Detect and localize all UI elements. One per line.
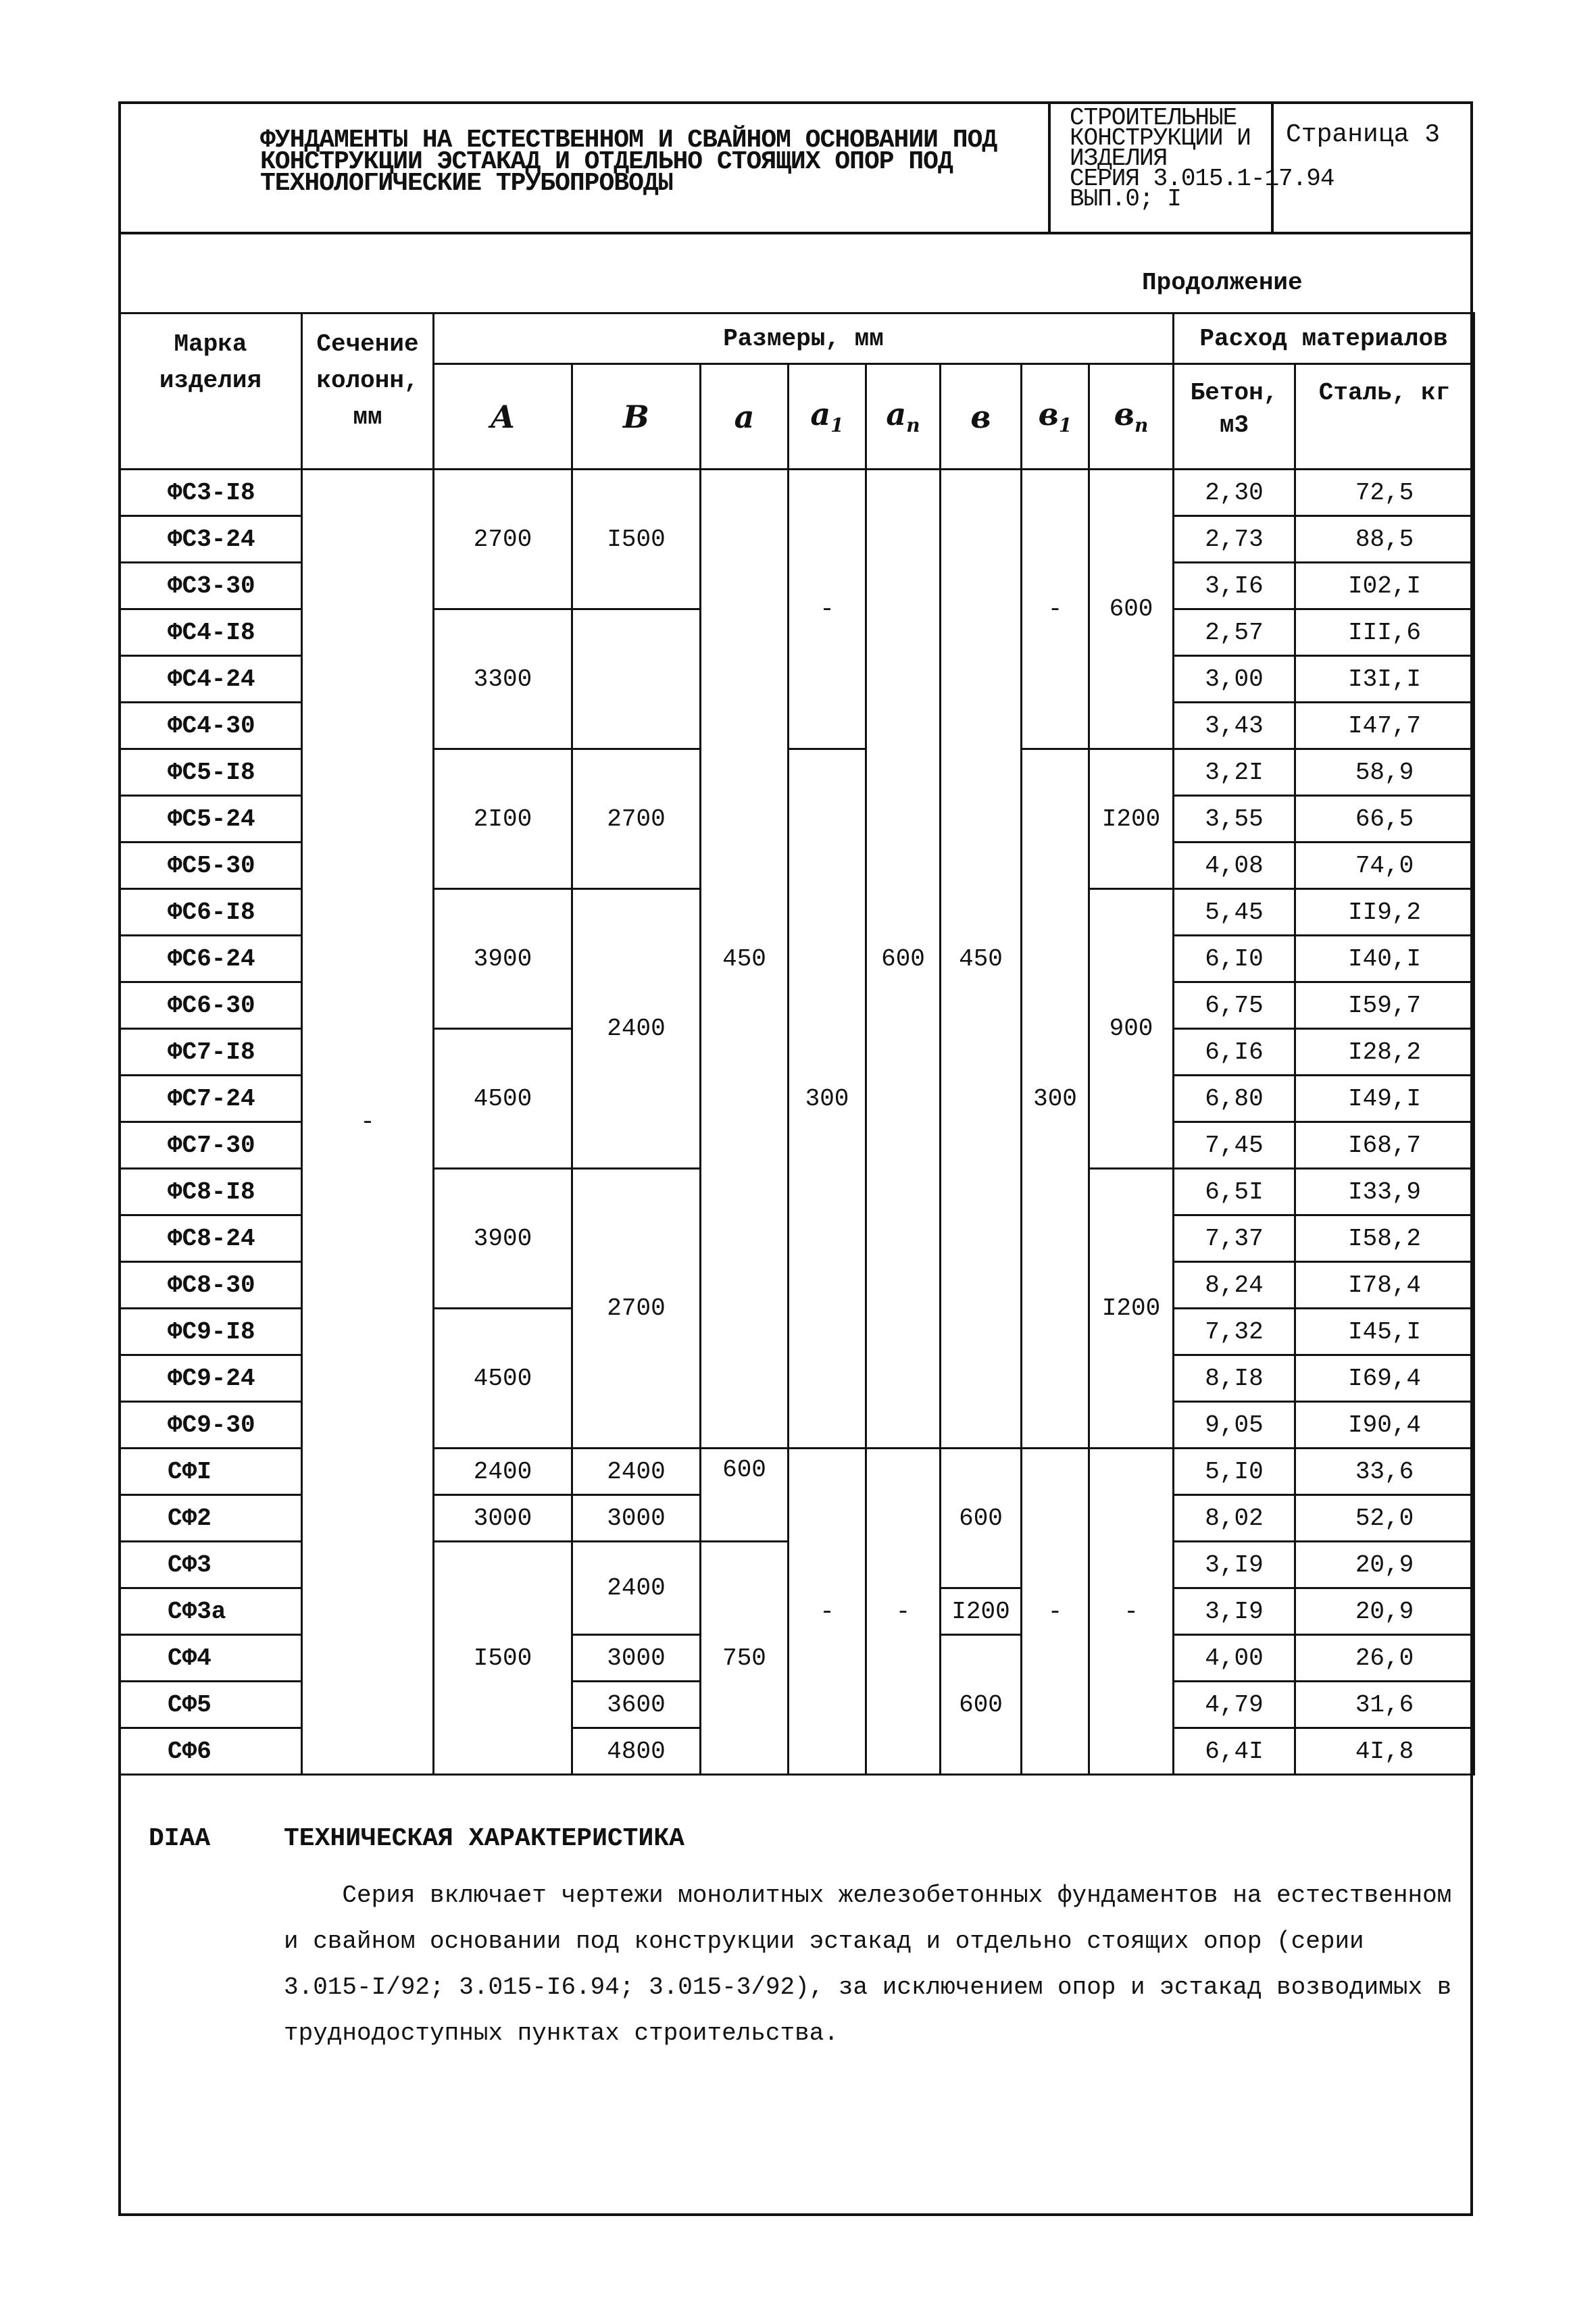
cell-an: 600: [866, 470, 941, 1449]
row-mark: ФС8-24: [120, 1215, 302, 1262]
cell-B: I500: [572, 470, 701, 609]
cell-bn: I200: [1089, 749, 1174, 889]
page-number: Страница 3: [1286, 120, 1441, 149]
cell-bn: 600: [1089, 470, 1174, 749]
cell-concrete: 8,I8: [1174, 1355, 1295, 1402]
cell-bn: I200: [1089, 1169, 1174, 1449]
cell-A: 4500: [434, 1029, 572, 1169]
cell-b1: 300: [1022, 749, 1089, 1449]
cell-concrete: 2,57: [1174, 609, 1295, 656]
cell-concrete: 6,80: [1174, 1076, 1295, 1122]
cell-concrete: 6,75: [1174, 982, 1295, 1029]
row-mark: СФ3: [120, 1542, 302, 1588]
title-line: КОНСТРУКЦИИ ЭСТАКАД И ОТДЕЛЬНО СТОЯЩИХ ОПОР ПОД: [260, 147, 953, 176]
cell-concrete: 3,I9: [1174, 1542, 1295, 1588]
paragraph-line: и свайном основании под конструкции эстакад и отдельно стоящих опор (серии: [284, 1928, 1364, 1955]
cell-B: 2700: [572, 1169, 701, 1449]
cell-concrete: 4,08: [1174, 842, 1295, 889]
cell-b: I200: [941, 1588, 1022, 1635]
title-line: ФУНДАМЕНТЫ НА ЕСТЕСТВЕННОМ И СВАЙНОМ ОСНОВАНИИ ПОД: [260, 126, 997, 155]
document-title: [260, 126, 1030, 198]
section-paragraph: [284, 1873, 1452, 2057]
row-mark: ФС3-I8: [120, 470, 302, 516]
dim-letter: [886, 396, 920, 437]
header-dim-B: [572, 364, 701, 470]
cell-concrete: 3,2I: [1174, 749, 1295, 796]
row-mark: ФС8-I8: [120, 1169, 302, 1215]
cell-B: 3000: [572, 1495, 701, 1542]
cell-section: -: [302, 470, 434, 1775]
row-mark: ФС3-24: [120, 516, 302, 563]
title-line: ТЕХНОЛОГИЧЕСКИЕ ТРУБОПРОВОДЫ: [260, 169, 673, 198]
series-line: СТРОИТЕЛЬНЫЕ: [1070, 104, 1237, 132]
cell-B-empty: [572, 609, 701, 749]
cell-concrete: 8,24: [1174, 1262, 1295, 1309]
cell-steel: I90,4: [1295, 1402, 1474, 1449]
cell-a: 450: [701, 470, 789, 1449]
cell-concrete: 2,30: [1174, 470, 1295, 516]
cell-concrete: 2,73: [1174, 516, 1295, 563]
row-mark: ФС5-I8: [120, 749, 302, 796]
page-cell: [1274, 101, 1473, 233]
row-mark: ФС7-30: [120, 1122, 302, 1169]
cell-concrete: 6,I6: [1174, 1029, 1295, 1076]
cell-steel: 20,9: [1295, 1542, 1474, 1588]
cell-steel: 72,5: [1295, 470, 1474, 516]
series-line: ИЗДЕЛИЯ: [1070, 145, 1168, 172]
header-dim-b: [941, 364, 1022, 470]
cell-concrete: 3,I6: [1174, 563, 1295, 609]
row-mark: ФС5-30: [120, 842, 302, 889]
cell-concrete: 3,I9: [1174, 1588, 1295, 1635]
cell-concrete: 6,4I: [1174, 1728, 1295, 1775]
cell-concrete: 4,00: [1174, 1635, 1295, 1682]
cell-steel: I59,7: [1295, 982, 1474, 1029]
title-cell: [118, 101, 1051, 233]
header-mark: Марка изделия: [120, 313, 302, 470]
row-mark: ФС8-30: [120, 1262, 302, 1309]
row-mark: СФI: [120, 1449, 302, 1495]
cell-b: 450: [941, 470, 1022, 1449]
cell-concrete: 4,79: [1174, 1682, 1295, 1728]
row-mark: ФС6-I8: [120, 889, 302, 936]
continuation-label: Продолжение: [1142, 269, 1303, 297]
paragraph-line: труднодоступных пунктах строительства.: [284, 2019, 839, 2047]
dim-base: в: [1038, 396, 1059, 433]
header-section: Сечение колонн, мм: [302, 313, 434, 470]
foundations-table: [118, 312, 1475, 1776]
cell-A: 2400: [434, 1449, 572, 1495]
cell-steel: I40,I: [1295, 936, 1474, 982]
dim-base: a: [810, 396, 831, 433]
cell-b: 600: [941, 1635, 1022, 1775]
cell-an: -: [866, 1449, 941, 1775]
row-mark: ФС5-24: [120, 796, 302, 842]
header-divider: [118, 232, 1473, 234]
row-mark: ФС6-30: [120, 982, 302, 1029]
cell-A: 2700: [434, 470, 572, 609]
cell-steel: 4I,8: [1295, 1728, 1474, 1775]
cell-concrete: 6,I0: [1174, 936, 1295, 982]
dim-base: в: [1114, 396, 1134, 433]
cell-concrete: 9,05: [1174, 1402, 1295, 1449]
cell-a1: -: [789, 470, 866, 749]
cell-bn: -: [1089, 1449, 1174, 1775]
cell-a1: -: [789, 1449, 866, 1775]
cell-a: 750: [701, 1542, 789, 1775]
header-dimensions: Размеры, мм: [434, 313, 1174, 364]
paragraph-line: 3.015-I/92; 3.015-I6.94; 3.015-3/92), за исключением опор и эстакад возводимых в: [284, 1973, 1452, 2001]
cell-steel: I58,2: [1295, 1215, 1474, 1262]
cell-concrete: 7,32: [1174, 1309, 1295, 1355]
dim-letter: [810, 396, 844, 437]
cell-concrete: 7,37: [1174, 1215, 1295, 1262]
cell-A: 2I00: [434, 749, 572, 889]
cell-steel: I3I,I: [1295, 656, 1474, 703]
cell-a: 600: [701, 1449, 789, 1542]
header-dim-a1: [789, 364, 866, 470]
header-dim-bn: [1089, 364, 1174, 470]
row-mark: ФС9-I8: [120, 1309, 302, 1355]
cell-concrete: 6,5I: [1174, 1169, 1295, 1215]
cell-steel: 31,6: [1295, 1682, 1474, 1728]
cell-steel: 66,5: [1295, 796, 1474, 842]
row-mark: ФС6-24: [120, 936, 302, 982]
cell-steel: 33,6: [1295, 1449, 1474, 1495]
cell-steel: II9,2: [1295, 889, 1474, 936]
header-dim-a: [701, 364, 789, 470]
cell-A: 3900: [434, 1169, 572, 1309]
row-mark: СФ5: [120, 1682, 302, 1728]
cell-steel: III,6: [1295, 609, 1474, 656]
row-mark: ФС9-24: [120, 1355, 302, 1402]
dim-sub: п: [906, 414, 920, 437]
dim-sub: п: [1134, 414, 1149, 437]
cell-steel: I02,I: [1295, 563, 1474, 609]
cell-steel: I45,I: [1295, 1309, 1474, 1355]
cell-steel: I78,4: [1295, 1262, 1474, 1309]
cell-concrete: 3,43: [1174, 703, 1295, 749]
series-line: КОНСТРУКЦИИ И: [1070, 124, 1251, 152]
header-materials: Расход материалов: [1174, 313, 1474, 364]
dim-letter: B: [623, 398, 649, 435]
cell-concrete: 3,55: [1174, 796, 1295, 842]
cell-concrete: 8,02: [1174, 1495, 1295, 1542]
series-line: СЕРИЯ 3.015.1-17.94: [1070, 165, 1335, 193]
cell-steel: 88,5: [1295, 516, 1474, 563]
dim-letter: a: [734, 398, 755, 435]
paragraph-line: Серия включает чертежи монолитных железобетонных фундаментов на естественном: [284, 1882, 1452, 1909]
cell-steel: I33,9: [1295, 1169, 1474, 1215]
cell-steel: I68,7: [1295, 1122, 1474, 1169]
cell-B: 2400: [572, 1542, 701, 1635]
cell-a1: 300: [789, 749, 866, 1449]
section-code: DIAA: [149, 1824, 211, 1853]
section-title: ТЕХНИЧЕСКАЯ ХАРАКТЕРИСТИКА: [284, 1824, 684, 1853]
cell-b1: -: [1022, 1449, 1089, 1775]
cell-concrete: 5,45: [1174, 889, 1295, 936]
row-mark: ФС7-I8: [120, 1029, 302, 1076]
cell-steel: 20,9: [1295, 1588, 1474, 1635]
row-mark: СФ4: [120, 1635, 302, 1682]
cell-steel: I28,2: [1295, 1029, 1474, 1076]
cell-B: 3600: [572, 1682, 701, 1728]
header-concrete: Бетон, м3: [1174, 364, 1295, 470]
row-mark: ФС7-24: [120, 1076, 302, 1122]
dim-letter: [1038, 396, 1072, 437]
series-line: ВЫП.0; I: [1070, 185, 1181, 213]
cell-steel: 52,0: [1295, 1495, 1474, 1542]
table-row: [120, 470, 1474, 516]
header-steel: Сталь, кг: [1295, 364, 1474, 470]
row-mark: ФС9-30: [120, 1402, 302, 1449]
dim-letter: [1114, 396, 1149, 437]
cell-B: 2400: [572, 889, 701, 1169]
row-mark: СФ2: [120, 1495, 302, 1542]
series-cell: [1051, 101, 1335, 233]
cell-concrete: 7,45: [1174, 1122, 1295, 1169]
row-mark: СФ6: [120, 1728, 302, 1775]
header-dim-b1: [1022, 364, 1089, 470]
cell-A: I500: [434, 1542, 572, 1775]
cell-A: 3000: [434, 1495, 572, 1542]
cell-concrete: 5,I0: [1174, 1449, 1295, 1495]
cell-b: 600: [941, 1449, 1022, 1588]
header-dim-A: [434, 364, 572, 470]
title-block: [118, 101, 1473, 233]
cell-A: 3300: [434, 609, 572, 749]
row-mark: СФ3а: [120, 1588, 302, 1635]
dim-letter: A: [491, 398, 515, 435]
row-mark: ФС4-30: [120, 703, 302, 749]
cell-steel: I49,I: [1295, 1076, 1474, 1122]
cell-B: 2400: [572, 1449, 701, 1495]
cell-steel: 74,0: [1295, 842, 1474, 889]
cell-steel: 58,9: [1295, 749, 1474, 796]
row-mark: ФС3-30: [120, 563, 302, 609]
dim-sub: 1: [830, 414, 844, 437]
cell-bn: 900: [1089, 889, 1174, 1169]
row-mark: ФС4-I8: [120, 609, 302, 656]
cell-B: 2700: [572, 749, 701, 889]
cell-steel: I47,7: [1295, 703, 1474, 749]
cell-B: 4800: [572, 1728, 701, 1775]
cell-b1: -: [1022, 470, 1089, 749]
cell-concrete: 3,00: [1174, 656, 1295, 703]
cell-A: 4500: [434, 1309, 572, 1449]
dim-sub: 1: [1058, 414, 1072, 437]
cell-A: 3900: [434, 889, 572, 1029]
header-dim-an: [866, 364, 941, 470]
dim-base: a: [886, 396, 907, 433]
cell-B: 3000: [572, 1635, 701, 1682]
dim-letter: в: [970, 398, 991, 435]
cell-steel: I69,4: [1295, 1355, 1474, 1402]
row-mark: ФС4-24: [120, 656, 302, 703]
cell-steel: 26,0: [1295, 1635, 1474, 1682]
